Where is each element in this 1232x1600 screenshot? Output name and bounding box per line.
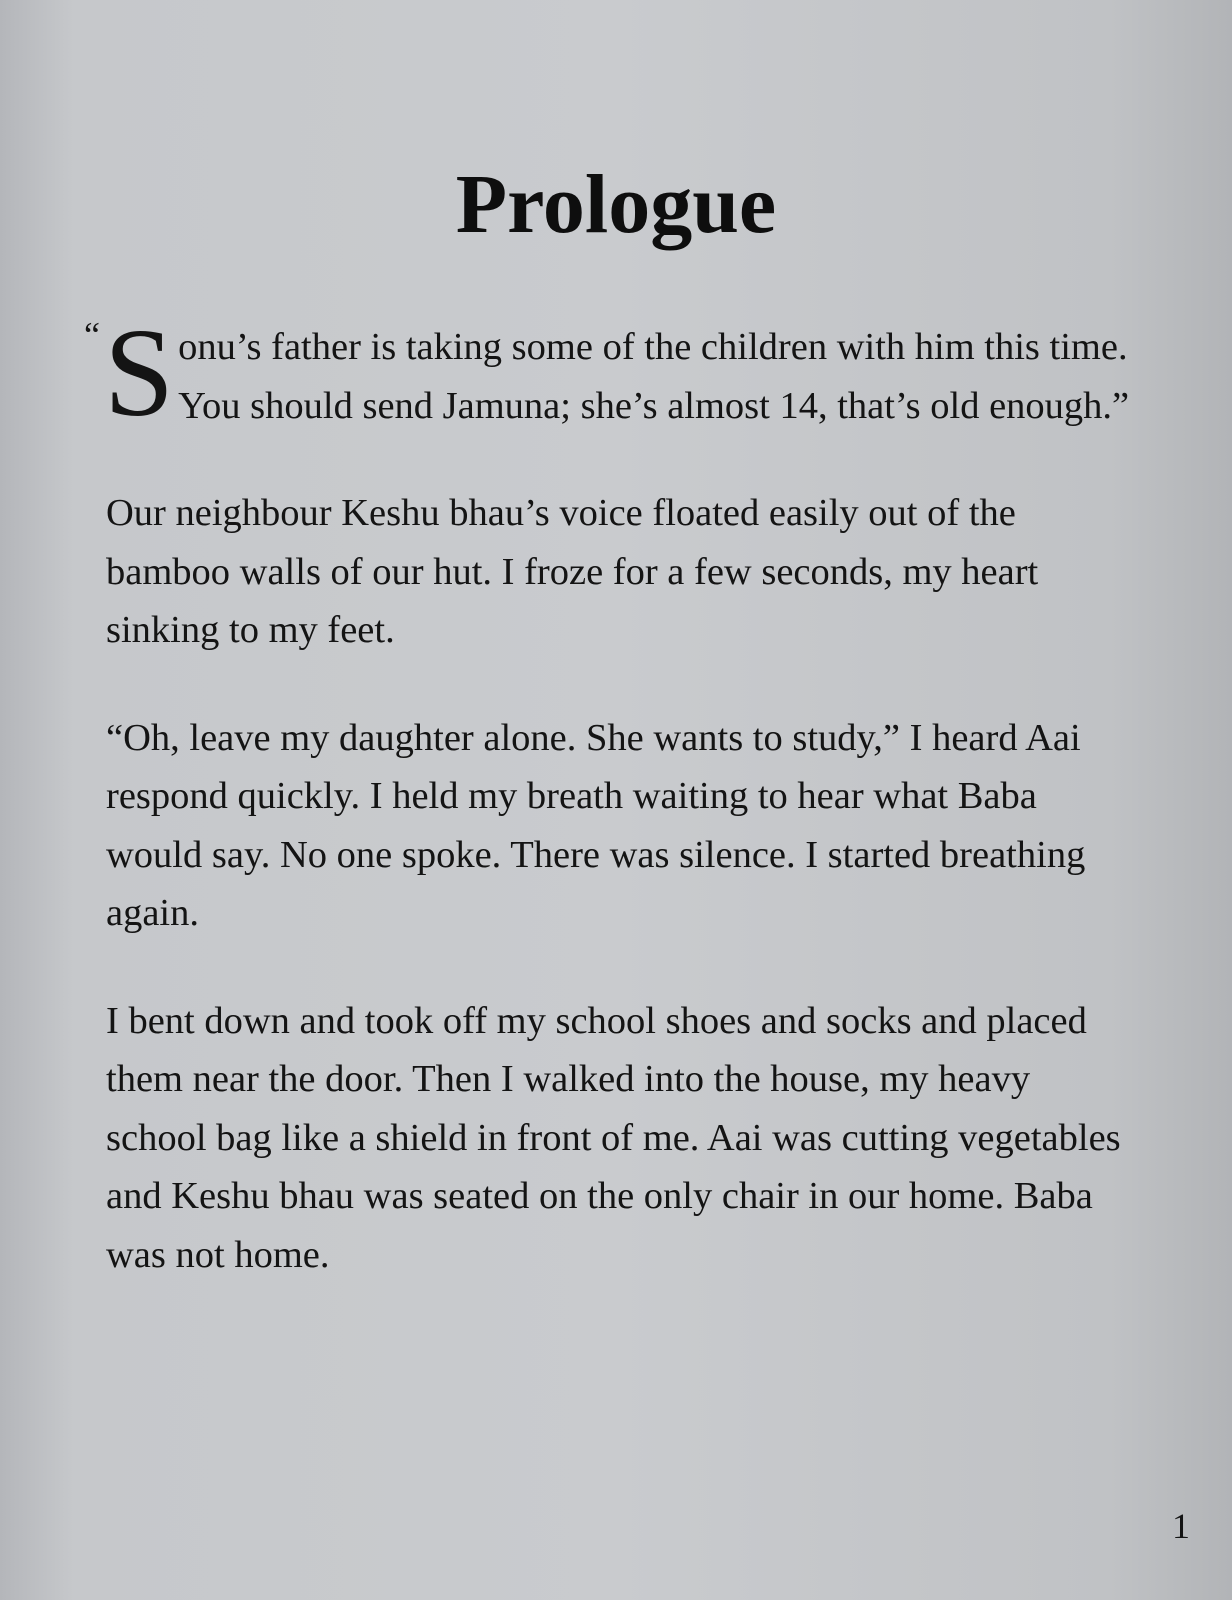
paragraph-1-text: onu’s father is taking some of the children with him this time. You should send Jamuna; she’s almost 14, that’s old enough.” — [178, 326, 1130, 427]
paragraph-2: Our neighbour Keshu bhau’s voice floated easily out of the bamboo walls of our hut. I froze for a few seconds, my heart sinking to my feet. — [106, 492, 1039, 651]
paragraph-3: “Oh, leave my daughter alone. She wants to study,” I heard Aai respond quickly. I held my breath waiting to hear what Baba would say. No one spoke. There was silence. I started breathing again. — [106, 716, 1086, 934]
drop-cap: S — [104, 304, 175, 443]
page-number: 1 — [1172, 1506, 1190, 1546]
chapter-body — [84, 304, 1136, 1333]
chapter-title: Prologue — [455, 158, 777, 252]
opening-quote: “ — [84, 315, 100, 355]
paragraph-4: I bent down and took off my school shoes and socks and placed them near the door. Then I walked into the house, my heavy school bag like a shield in front of me. Aai was cutting vegetables and Keshu bhau was seated on the only chair in our home. Baba was not home. — [106, 999, 1121, 1276]
paragraph-1 — [84, 304, 1136, 443]
